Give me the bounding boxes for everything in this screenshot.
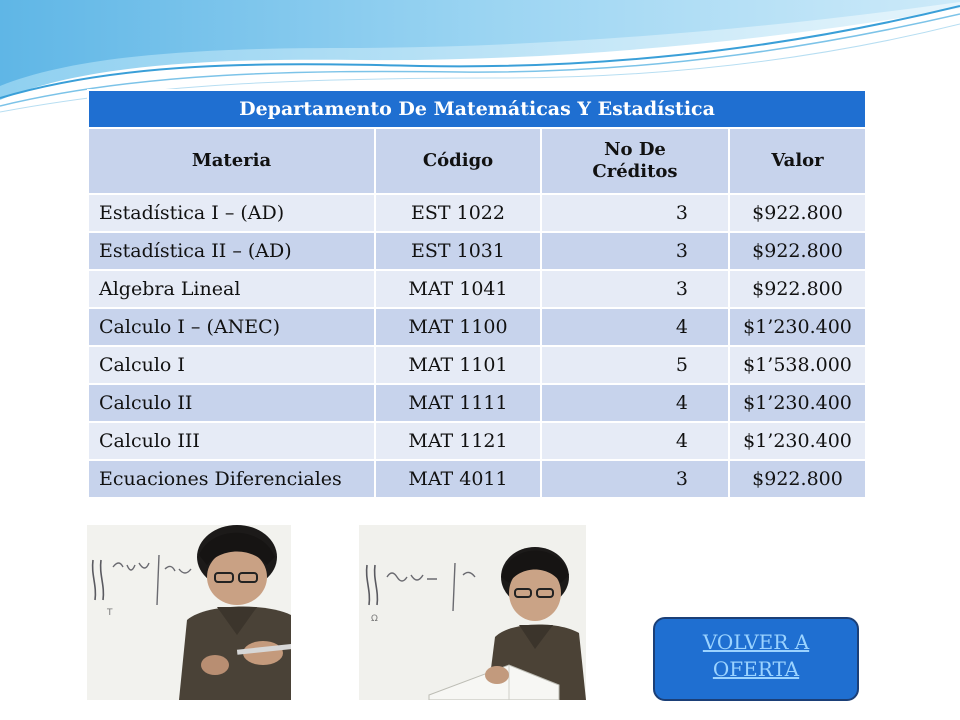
table-row (88, 232, 866, 270)
cell-codigo: MAT 1041 (375, 270, 541, 308)
student-photo-right (359, 525, 586, 700)
column-header-materia: Materia (88, 128, 375, 194)
cell-creditos: 3 (541, 232, 729, 270)
cell-codigo: MAT 1101 (375, 346, 541, 384)
department-course-table (87, 89, 867, 499)
cell-creditos: 4 (541, 308, 729, 346)
table-row (88, 270, 866, 308)
department-table-container (87, 89, 865, 499)
cell-codigo: EST 1031 (375, 232, 541, 270)
cell-materia: Calculo II (88, 384, 375, 422)
cell-materia: Calculo I (88, 346, 375, 384)
column-header-creditos-label: No De Créditos (592, 138, 678, 182)
cell-creditos: 3 (541, 194, 729, 232)
student-photo-right-illustration (359, 525, 586, 700)
button-label-line1: VOLVER A (702, 630, 810, 654)
student-photo-left (87, 525, 291, 700)
svg-text:Ω: Ω (371, 614, 378, 624)
table-row (88, 308, 866, 346)
button-label-line2: OFERTA (712, 657, 800, 681)
cell-codigo: MAT 1121 (375, 422, 541, 460)
cell-materia: Estadística II – (AD) (88, 232, 375, 270)
cell-codigo: MAT 1111 (375, 384, 541, 422)
column-header-valor: Valor (729, 128, 866, 194)
cell-creditos: 3 (541, 270, 729, 308)
cell-valor: $922.800 (729, 270, 866, 308)
cell-codigo: MAT 4011 (375, 460, 541, 498)
cell-valor: $922.800 (729, 232, 866, 270)
column-header-creditos (541, 128, 729, 194)
cell-valor: $922.800 (729, 460, 866, 498)
table-row (88, 384, 866, 422)
table-row (88, 346, 866, 384)
cell-creditos: 4 (541, 384, 729, 422)
student-photo-left-illustration (87, 525, 291, 700)
cell-creditos: 4 (541, 422, 729, 460)
table-row (88, 194, 866, 232)
cell-creditos: 3 (541, 460, 729, 498)
cell-materia: Algebra Lineal (88, 270, 375, 308)
cell-valor: $1’230.400 (729, 308, 866, 346)
table-row (88, 460, 866, 498)
column-header-codigo: Código (375, 128, 541, 194)
cell-creditos: 5 (541, 346, 729, 384)
cell-valor: $1’230.400 (729, 422, 866, 460)
volver-a-oferta-link[interactable] (703, 630, 809, 681)
cell-materia: Ecuaciones Diferenciales (88, 460, 375, 498)
table-row (88, 422, 866, 460)
cell-valor: $1’538.000 (729, 346, 866, 384)
table-title: Departamento De Matemáticas Y Estadística (88, 90, 866, 128)
cell-materia: Calculo III (88, 422, 375, 460)
cell-codigo: EST 1022 (375, 194, 541, 232)
svg-text:T: T (107, 608, 113, 618)
cell-materia: Calculo I – (ANEC) (88, 308, 375, 346)
cell-codigo: MAT 1100 (375, 308, 541, 346)
cell-materia: Estadística I – (AD) (88, 194, 375, 232)
cell-valor: $1’230.400 (729, 384, 866, 422)
cell-valor: $922.800 (729, 194, 866, 232)
volver-a-oferta-button[interactable] (653, 617, 859, 701)
